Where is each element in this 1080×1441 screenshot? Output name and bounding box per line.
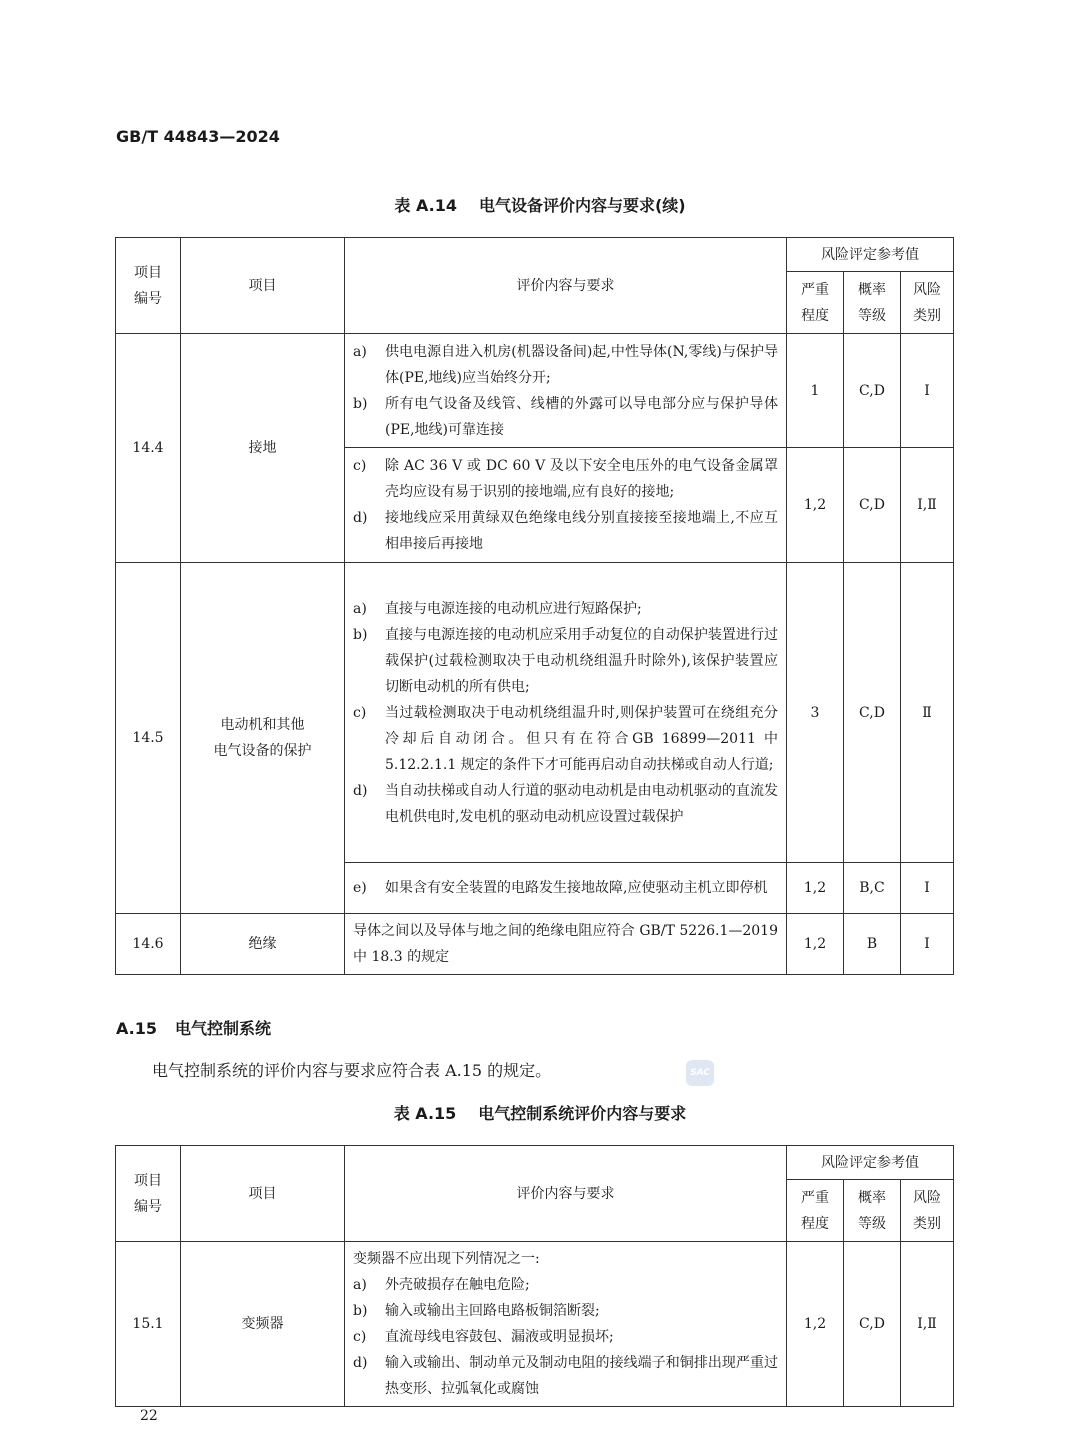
table-a15-caption: 电气控制系统评价内容与要求 xyxy=(478,1104,687,1123)
requirement-label: c) xyxy=(353,1329,367,1345)
header-probability: 概率 等级 xyxy=(844,272,901,334)
table-a15-title xyxy=(0,1101,1080,1124)
item-name-cell: 电动机和其他 电气设备的保护 xyxy=(181,563,345,914)
requirement-text: 直流母线电容鼓包、漏液或明显损坏; xyxy=(385,1329,614,1345)
table-row xyxy=(116,914,954,975)
requirement-text: 当过载检测取决于电动机绕组温升时,则保护装置可在绕组充分冷却后自动闭合。但只有在符合GB 16899—2011 中 5.12.2.1.1 规定的条件下才可能再启动自动扶梯或自动人行道; xyxy=(385,704,778,773)
table-row xyxy=(116,334,954,448)
category-cell: Ⅰ xyxy=(901,863,954,914)
severity-cell: 1,2 xyxy=(787,863,844,914)
severity-cell: 3 xyxy=(787,563,844,863)
page-number: 22 xyxy=(140,1408,158,1424)
probability-cell: B xyxy=(844,914,901,975)
category-cell: Ⅰ,Ⅱ xyxy=(901,1242,954,1407)
header-item-number: 项目 编号 xyxy=(116,1146,181,1242)
section-title: 电气控制系统 xyxy=(175,1019,272,1038)
requirement-item xyxy=(353,1246,778,1272)
requirement-item xyxy=(353,875,778,901)
requirement-cell xyxy=(345,334,787,448)
probability-cell: C,D xyxy=(844,448,901,563)
requirement-label: e) xyxy=(353,880,367,896)
table-a14-caption: 电气设备评价内容与要求(续) xyxy=(478,196,686,215)
table-row xyxy=(116,1242,954,1407)
requirement-item xyxy=(353,505,778,557)
requirement-label: d) xyxy=(353,1355,368,1371)
severity-cell: 1,2 xyxy=(787,448,844,563)
probability-cell: C,D xyxy=(844,1242,901,1407)
probability-cell: C,D xyxy=(844,334,901,448)
section-a15-heading xyxy=(116,1016,271,1039)
item-number-cell: 15.1 xyxy=(116,1242,181,1407)
header-category: 风险 类别 xyxy=(901,272,954,334)
requirement-label: a) xyxy=(353,343,367,360)
requirement-label: d) xyxy=(353,782,368,799)
sac-watermark-logo: SAC xyxy=(686,1060,714,1086)
requirement-label: c) xyxy=(353,458,367,474)
requirement-label: b) xyxy=(353,1303,368,1319)
requirement-item xyxy=(353,918,778,970)
header-severity: 严重 程度 xyxy=(787,272,844,334)
category-cell: Ⅰ xyxy=(901,914,954,975)
item-number-cell: 14.6 xyxy=(116,914,181,975)
requirement-item xyxy=(353,622,778,700)
header-severity: 严重 程度 xyxy=(787,1180,844,1242)
severity-cell: 1 xyxy=(787,334,844,448)
table-a14 xyxy=(115,237,954,975)
requirement-text: 除 AC 36 V 或 DC 60 V 及以下安全电压外的电气设备金属罩壳均应设有易于识别的接地端,应有良好的接地; xyxy=(385,458,778,500)
item-name-cell: 绝缘 xyxy=(181,914,345,975)
standard-code: GB/T 44843—2024 xyxy=(116,127,280,146)
table-a15 xyxy=(115,1145,954,1407)
header-content: 评价内容与要求 xyxy=(345,238,787,334)
requirement-item xyxy=(353,1324,778,1350)
requirement-text: 导体之间以及导体与地之间的绝缘电阻应符合 GB/T 5226.1—2019 中 18.3 的规定 xyxy=(353,923,778,965)
requirement-item xyxy=(353,596,778,622)
requirement-text: 所有电气设备及线管、线槽的外露可以导电部分应与保护导体(PE,地线)可靠连接 xyxy=(385,395,778,438)
item-name-cell: 变频器 xyxy=(181,1242,345,1407)
requirement-item xyxy=(353,1350,778,1402)
requirement-item xyxy=(353,453,778,505)
header-probability: 概率 等级 xyxy=(844,1180,901,1242)
section-a15-paragraph: 电气控制系统的评价内容与要求应符合表 A.15 的规定。 xyxy=(152,1061,552,1080)
header-category: 风险 类别 xyxy=(901,1180,954,1242)
requirement-text: 接地线应采用黄绿双色绝缘电线分别直接接至接地端上,不应互相串接后再接地 xyxy=(385,510,778,552)
header-risk-reference: 风险评定参考值 xyxy=(787,1146,954,1180)
category-cell: Ⅰ xyxy=(901,334,954,448)
section-number: A.15 xyxy=(116,1019,158,1038)
requirement-item xyxy=(353,1298,778,1324)
requirement-text: 当自动扶梯或自动人行道的驱动电动机是由电动机驱动的直流发电机供电时,发电机的驱动电动机应设置过载保护 xyxy=(385,782,778,825)
requirement-item xyxy=(353,700,778,778)
requirement-text: 外壳破损存在触电危险; xyxy=(385,1277,530,1293)
requirement-label: b) xyxy=(353,395,368,412)
severity-cell: 1,2 xyxy=(787,914,844,975)
category-cell: Ⅰ,Ⅱ xyxy=(901,448,954,563)
requirement-label: b) xyxy=(353,626,368,643)
requirement-label: d) xyxy=(353,510,368,526)
table-row xyxy=(116,563,954,863)
requirement-cell xyxy=(345,563,787,863)
requirement-text: 供电电源自进入机房(机器设备间)起,中性导体(N,零线)与保护导体(PE,地线)应当始终分开; xyxy=(385,343,778,386)
category-cell: Ⅱ xyxy=(901,563,954,863)
header-item-number: 项目 编号 xyxy=(116,238,181,334)
requirement-item xyxy=(353,778,778,830)
header-item: 项目 xyxy=(181,1146,345,1242)
requirement-item xyxy=(353,1272,778,1298)
requirement-text: 如果含有安全装置的电路发生接地故障,应使驱动主机立即停机 xyxy=(385,880,768,896)
requirement-text: 输入或输出、制动单元及制动电阻的接线端子和铜排出现严重过热变形、拉弧氧化或腐蚀 xyxy=(385,1355,778,1397)
header-risk-reference: 风险评定参考值 xyxy=(787,238,954,272)
severity-cell: 1,2 xyxy=(787,1242,844,1407)
header-content: 评价内容与要求 xyxy=(345,1146,787,1242)
probability-cell: C,D xyxy=(844,563,901,863)
item-number-cell: 14.4 xyxy=(116,334,181,563)
requirement-item xyxy=(353,339,778,391)
requirement-label: c) xyxy=(353,704,367,721)
requirement-label: a) xyxy=(353,600,367,617)
header-item: 项目 xyxy=(181,238,345,334)
requirement-cell xyxy=(345,863,787,914)
requirement-cell xyxy=(345,914,787,975)
item-name-cell: 接地 xyxy=(181,334,345,563)
requirement-cell xyxy=(345,1242,787,1407)
item-number-cell: 14.5 xyxy=(116,563,181,914)
requirement-label: a) xyxy=(353,1277,367,1293)
requirement-text: 输入或输出主回路电路板铜箔断裂; xyxy=(385,1303,600,1319)
requirement-cell xyxy=(345,448,787,563)
requirement-text: 变频器不应出现下列情况之一: xyxy=(353,1251,540,1267)
table-a15-number: 表 A.15 xyxy=(393,1104,457,1123)
table-a14-title xyxy=(0,193,1080,216)
requirement-text: 直接与电源连接的电动机应进行短路保护; xyxy=(385,600,642,617)
table-a14-number: 表 A.14 xyxy=(394,196,457,215)
probability-cell: B,C xyxy=(844,863,901,914)
requirement-item xyxy=(353,391,778,443)
requirement-text: 直接与电源连接的电动机应采用手动复位的自动保护装置进行过载保护(过载检测取决于电动机绕组温升时除外),该保护装置应切断电动机的所有供电; xyxy=(385,626,778,695)
